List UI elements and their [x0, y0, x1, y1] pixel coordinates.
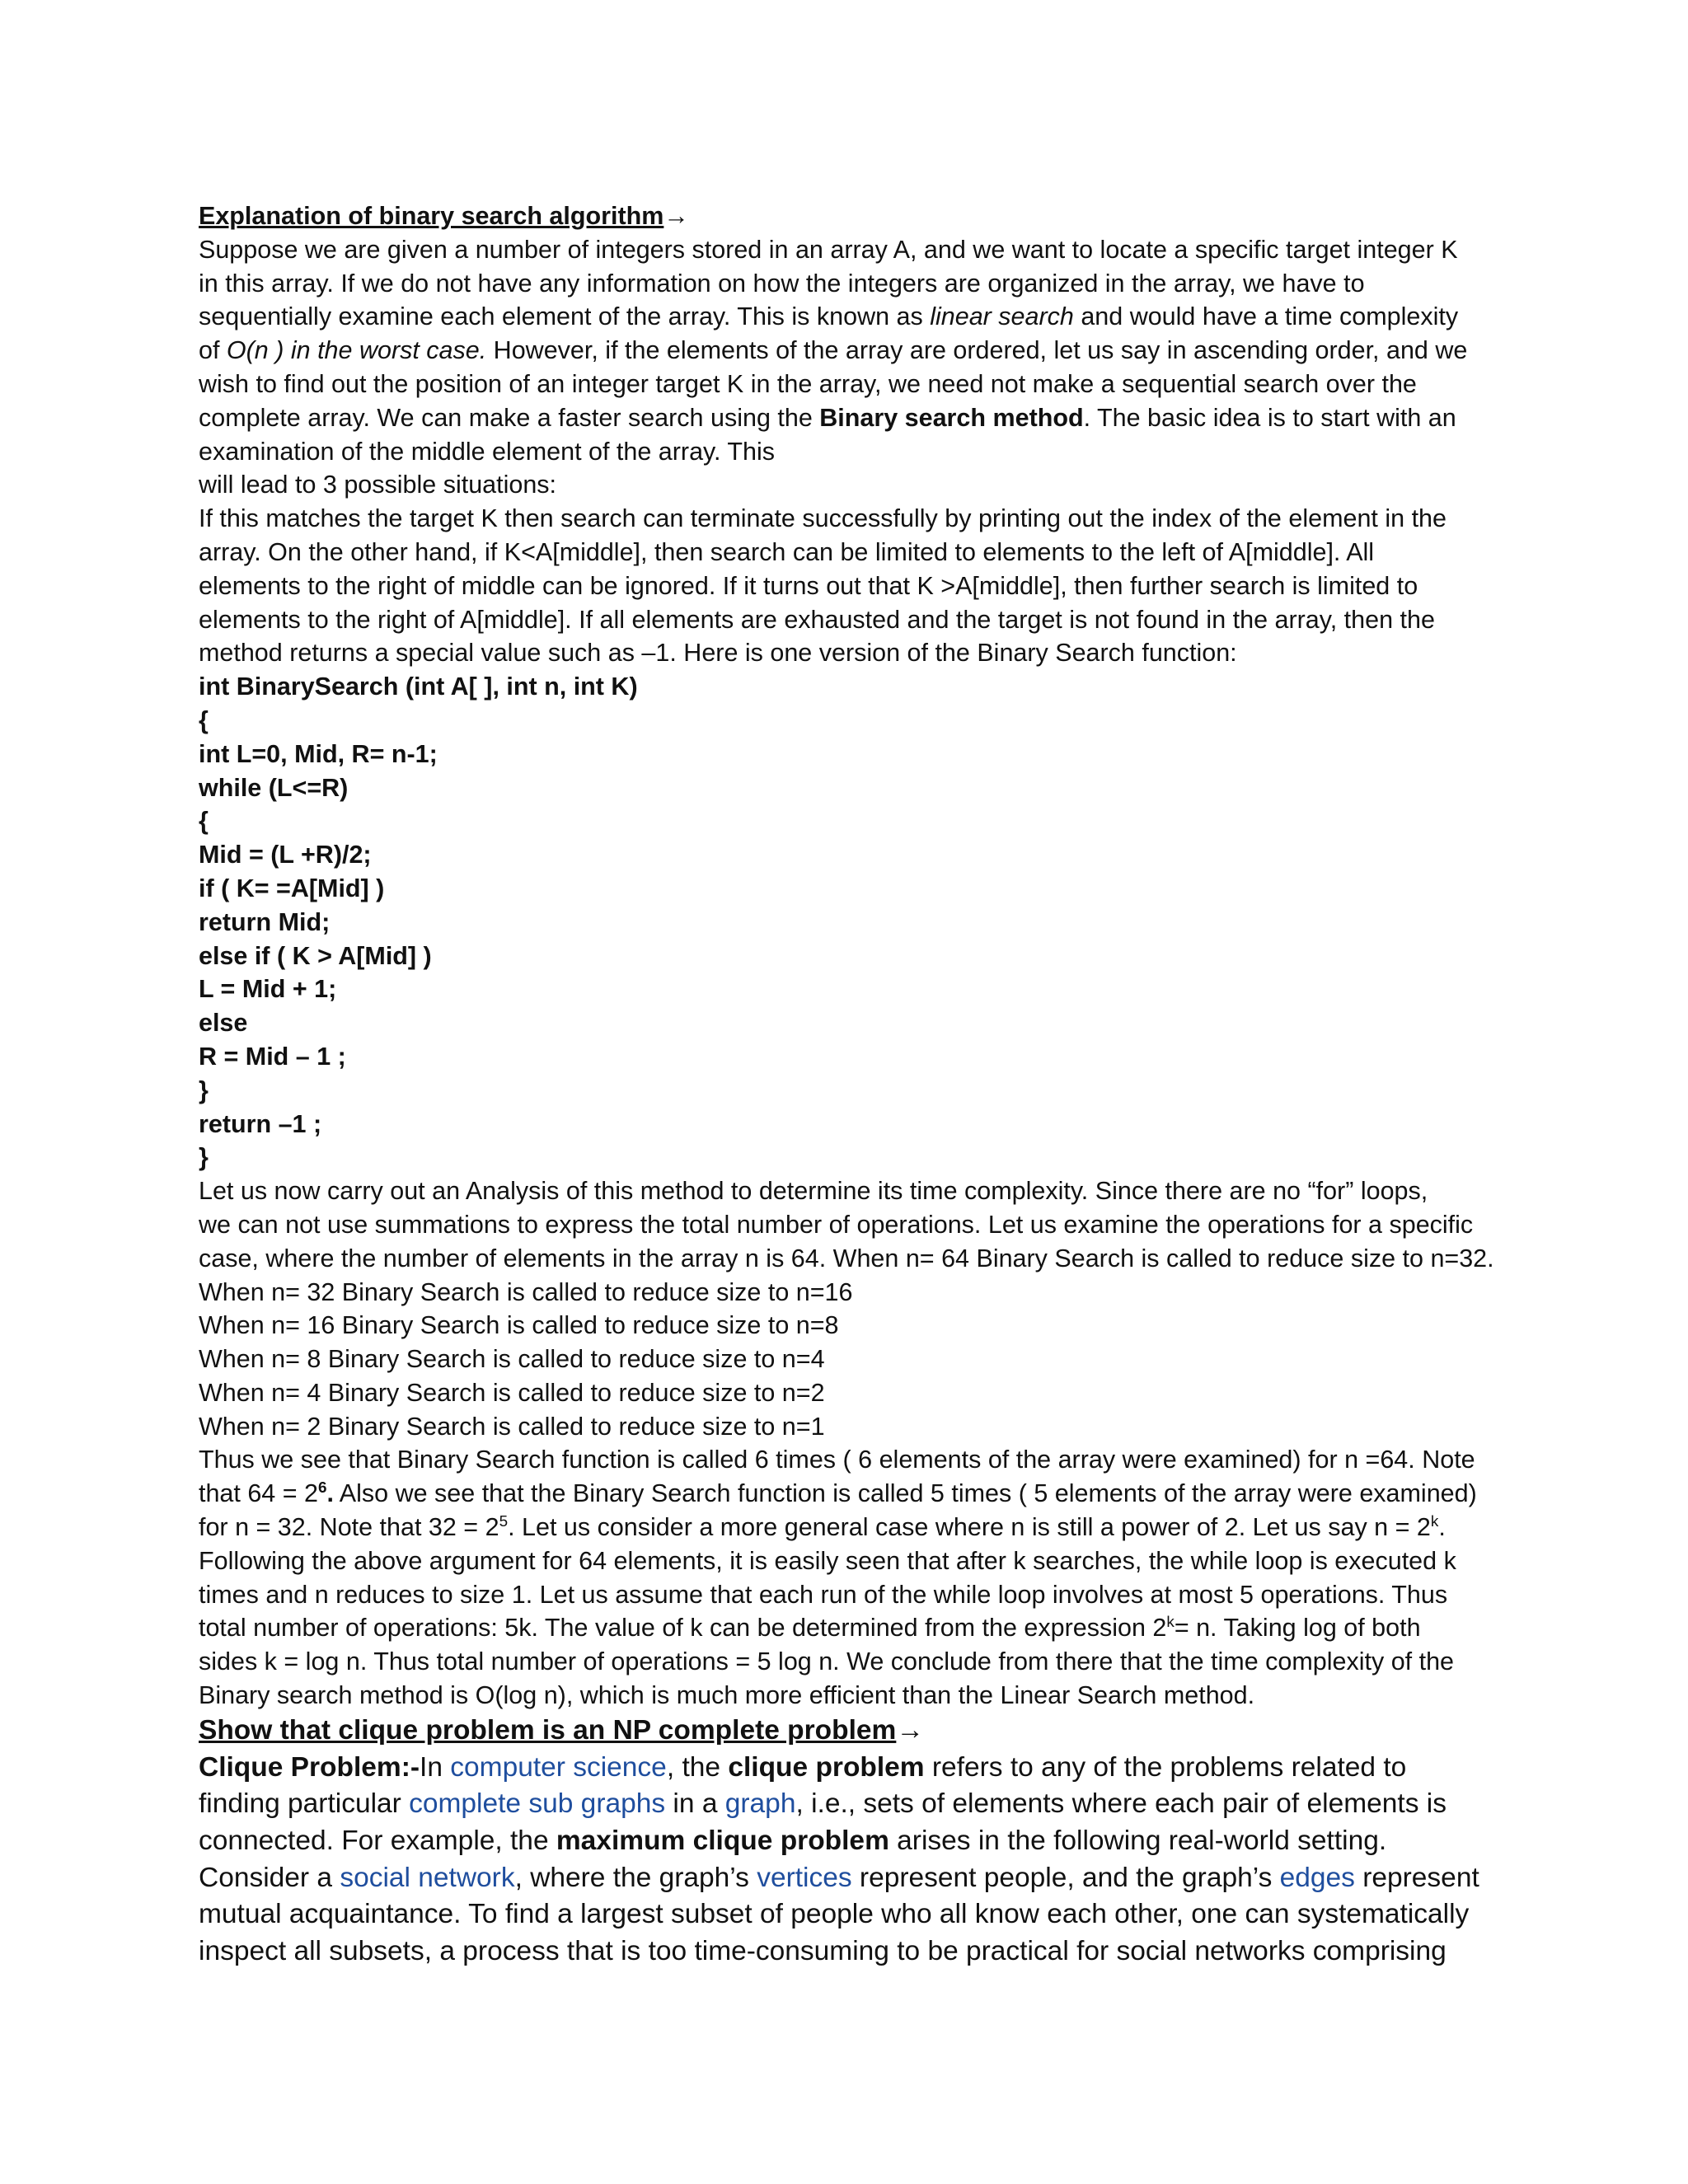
paragraph-line: times and n reduces to size 1. Let us assume that each run of the while loop involves at most 5 operations. Thus	[199, 1580, 1448, 1609]
link-social-network[interactable]: social network	[340, 1862, 515, 1893]
paragraph-line: in this array. If we do not have any information on how the integers are organized in the array, we have to	[199, 269, 1365, 298]
paragraph-line: If this matches the target K then search can terminate successfully by printing out the index of the element in the	[199, 504, 1447, 533]
section-heading-clique: Show that clique problem is an NP complete problem→	[199, 1714, 924, 1746]
paragraph-line: When n= 4 Binary Search is called to reduce size to n=2	[199, 1378, 825, 1407]
paragraph-line: When n= 2 Binary Search is called to reduce size to n=1	[199, 1412, 825, 1441]
right-arrow-icon: →	[663, 202, 689, 230]
code-line: R = Mid – 1 ;	[199, 1042, 346, 1071]
code-line: Mid = (L +R)/2;	[199, 841, 372, 869]
paragraph-line: sequentially examine each element of the array. This is known as linear search and would have a time complexity	[199, 302, 1459, 331]
code-line: }	[199, 1143, 209, 1172]
paragraph-line: complete array. We can make a faster search using the Binary search method. The basic idea is to start with an	[199, 403, 1456, 432]
paragraph-line: case, where the number of elements in the array n is 64. When n= 64 Binary Search is called to reduce size to n=32.	[199, 1244, 1494, 1272]
paragraph-line: will lead to 3 possible situations:	[199, 471, 557, 499]
paragraph-line: we can not use summations to express the total number of operations. Let us examine the operations for a specific	[199, 1210, 1474, 1239]
document-page	[199, 199, 1501, 1971]
code-line: {	[199, 705, 209, 734]
code-line: {	[199, 807, 209, 836]
right-arrow-icon: →	[896, 1714, 924, 1746]
paragraph-line: total number of operations: 5k. The value of k can be determined from the expression $2^k= n$. Taking log of both	[199, 1614, 1421, 1643]
code-line: L = Mid + 1;	[199, 975, 337, 1004]
paragraph-line: method returns a special value such as –1. Here is one version of the Binary Search function:	[199, 639, 1237, 668]
paragraph-line: elements to the right of middle can be ignored. If it turns out that K >A[middle], then further search is limited to	[199, 571, 1418, 600]
paragraph-line: Let us now carry out an Analysis of this method to determine its time complexity. Since there are no “for” loops,	[199, 1177, 1428, 1206]
clique-section	[199, 1713, 1501, 1971]
paragraph-line: Consider a social network, where the graph’s vertices represent people, and the graph’s edges represent	[199, 1862, 1479, 1893]
paragraph-line: Binary search method is O(log n), which is much more efficient than the Linear Search method.	[199, 1681, 1255, 1710]
paragraph-line: When n= 32 Binary Search is called to reduce size to n=16	[199, 1277, 853, 1306]
paragraph-line: of O(n ) in the worst case. However, if the elements of the array are ordered, let us say in ascending order, and we	[199, 336, 1468, 365]
paragraph-line: Clique Problem:-In computer science, the clique problem refers to any of the problems related to	[199, 1751, 1407, 1783]
paragraph-line: Following the above argument for 64 elements, it is easily seen that after k searches, the while loop is executed k	[199, 1546, 1456, 1575]
code-line: return Mid;	[199, 907, 331, 936]
paragraph-line: elements to the right of A[middle]. If all elements are exhausted and the target is not found in the array, then the	[199, 605, 1435, 634]
code-line: while (L<=R)	[199, 773, 349, 802]
paragraph-line: Suppose we are given a number of integers stored in an array A, and we want to locate a specific target integer K	[199, 235, 1458, 264]
paragraph-line: examination of the middle element of the array. This	[199, 437, 776, 466]
link-computer-science[interactable]: computer science	[450, 1751, 667, 1783]
paragraph-line: When n= 16 Binary Search is called to reduce size to n=8	[199, 1311, 839, 1340]
paragraph-line: array. On the other hand, if K<A[middle], then search can be limited to elements to the left of A[middle]. All	[199, 537, 1375, 566]
paragraph-line: finding particular complete sub graphs in a graph, i.e., sets of elements where each pair of elements is	[199, 1788, 1447, 1820]
code-block	[199, 670, 1501, 1174]
link-edges[interactable]: edges	[1279, 1862, 1355, 1893]
section-heading-binary-search: Explanation of binary search algorithm→	[199, 202, 689, 230]
paragraph-line: mutual acquaintance. To find a largest subset of people who all know each other, one can systematically	[199, 1899, 1470, 1930]
paragraph-line: connected. For example, the maximum clique problem arises in the following real-world setting.	[199, 1825, 1387, 1856]
code-line: else	[199, 1009, 248, 1038]
code-line: int BinarySearch (int A[ ], int n, int K)	[199, 673, 638, 701]
code-line: else if ( K > A[Mid] )	[199, 941, 432, 970]
paragraph-line: inspect all subsets, a process that is too time-consuming to be practical for social networks comprising	[199, 1936, 1447, 1967]
paragraph-line: When n= 8 Binary Search is called to reduce size to n=4	[199, 1345, 825, 1374]
code-line: return –1 ;	[199, 1109, 322, 1138]
paragraph-line: Thus we see that Binary Search function is called 6 times ( 6 elements of the array were examined) for n =64. Note	[199, 1446, 1475, 1474]
link-complete-sub-graphs[interactable]: complete sub graphs	[409, 1788, 666, 1820]
code-line: if ( K= =A[Mid] )	[199, 874, 385, 902]
paragraph-line: that $64 = 2^6$. Also we see that the Binary Search function is called 5 times ( 5 elements of the array were examined)	[199, 1479, 1477, 1508]
link-vertices[interactable]: vertices	[757, 1862, 852, 1893]
paragraph-line: sides k = log n. Thus total number of operations = 5 log n. We conclude from there that the time complexity of the	[199, 1647, 1455, 1676]
link-graph[interactable]: graph	[724, 1788, 796, 1820]
paragraph-line: for n = 32. Note that $32 = 2^5$. Let us consider a more general case where n is still a power of 2. Let us say $n = 2^k$.	[199, 1512, 1446, 1542]
paragraph-line: wish to find out the position of an integer target K in the array, we need not make a sequential search over the	[199, 369, 1417, 398]
code-line: }	[199, 1076, 209, 1104]
code-line: int L=0, Mid, R= n-1;	[199, 739, 438, 768]
